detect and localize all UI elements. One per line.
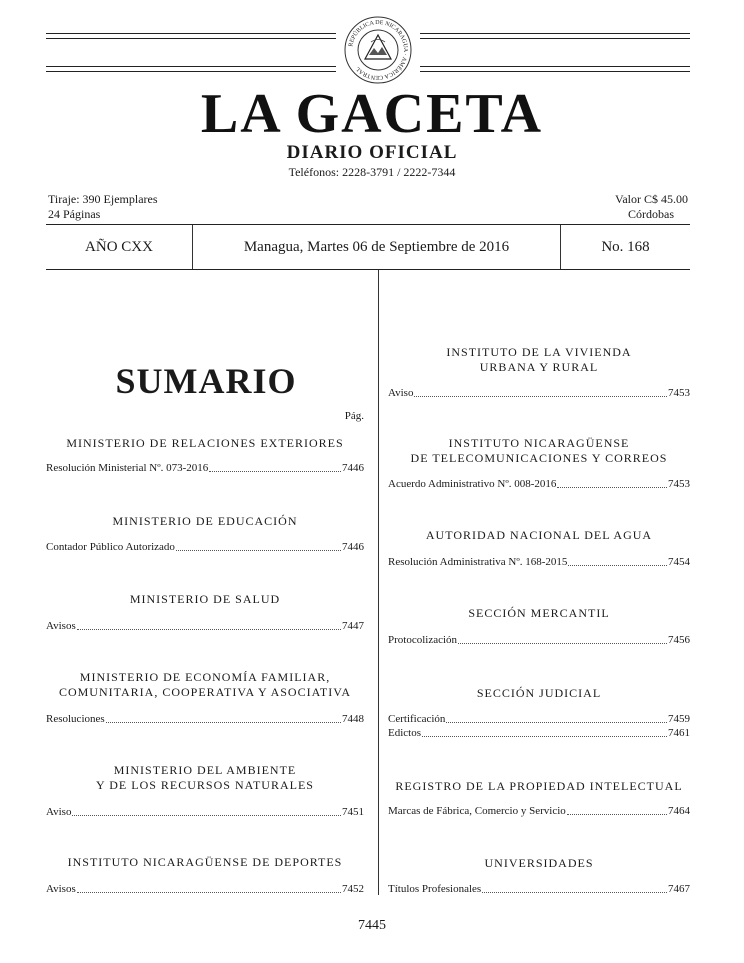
sumario-entry[interactable] — [46, 619, 364, 633]
entry-label: Protocolización — [388, 634, 458, 646]
dot-leader — [77, 882, 341, 893]
section-heading-line: INSTITUTO NICARAGÜENSE — [448, 436, 630, 450]
section-heading-line: URBANA Y RURAL — [479, 360, 599, 374]
year-cell: AÑO CXX — [85, 239, 153, 255]
sumario-entry[interactable] — [388, 477, 690, 491]
pages-count-text: 24 Páginas — [48, 207, 101, 221]
price-info — [560, 192, 688, 222]
top-rule-right-3 — [420, 66, 690, 67]
dot-leader — [209, 461, 341, 472]
column-divider — [378, 270, 379, 895]
issue-number-cell: No. 168 — [601, 239, 650, 255]
sumario-entry[interactable] — [46, 540, 364, 554]
section-heading — [388, 779, 690, 794]
dot-leader — [422, 726, 667, 737]
entry-page-number: 7453 — [668, 478, 690, 490]
sumario-entry[interactable] — [46, 461, 364, 475]
section-heading-line: MINISTERIO DE SALUD — [129, 592, 281, 606]
entry-label: Resolución Administrativa Nº. 168-2015 — [388, 556, 568, 568]
entry-page-number: 7451 — [342, 806, 364, 818]
dot-leader — [414, 386, 667, 397]
sumario-entry[interactable] — [46, 805, 364, 819]
sumario-entry[interactable] — [46, 712, 364, 726]
sumario-entry[interactable] — [388, 712, 690, 726]
section-heading-line: INSTITUTO DE LA VIVIENDA — [446, 345, 632, 359]
section-heading-line: DE TELECOMUNICACIONES Y CORREOS — [410, 451, 668, 465]
dot-leader — [72, 805, 341, 816]
section-heading-line: REGISTRO DE LA PROPIEDAD INTELECTUAL — [395, 779, 683, 793]
price-text: Valor C$ 45.00 — [615, 192, 688, 206]
section-heading — [388, 856, 690, 871]
entry-label: Resoluciones — [46, 713, 105, 725]
nicaragua-seal-icon — [343, 15, 413, 85]
section-heading-line: UNIVERSIDADES — [484, 856, 594, 870]
section-heading-line: INSTITUTO NICARAGÜENSE DE DEPORTES — [67, 855, 343, 869]
dot-leader — [77, 619, 341, 630]
entry-page-number: 7454 — [668, 556, 690, 568]
issue-header-bar — [46, 224, 690, 270]
section-heading — [46, 592, 364, 607]
entry-page-number: 7446 — [342, 462, 364, 474]
section-heading-line: SECCIÓN MERCANTIL — [468, 606, 610, 620]
top-rule-left-3 — [46, 66, 336, 67]
entry-label: Avisos — [46, 883, 76, 895]
dot-leader — [458, 633, 667, 644]
dot-leader — [446, 712, 667, 723]
entry-page-number: 7452 — [342, 883, 364, 895]
circulation-info — [48, 192, 158, 222]
entry-label: Aviso — [388, 387, 414, 399]
entry-page-number: 7447 — [342, 620, 364, 632]
entry-page-number: 7448 — [342, 713, 364, 725]
sumario-title: SUMARIO — [115, 361, 297, 401]
entry-page-number: 7446 — [342, 541, 364, 553]
section-heading — [46, 436, 364, 451]
entry-label: Edictos — [388, 727, 421, 739]
top-rule-right-2 — [420, 38, 690, 39]
entry-label: Resolución Ministerial Nº. 073-2016 — [46, 462, 209, 474]
section-heading — [46, 670, 364, 700]
top-rule-right-1 — [420, 33, 690, 34]
section-heading-line: AUTORIDAD NACIONAL DEL AGUA — [425, 528, 653, 542]
section-heading-line: COMUNITARIA, COOPERATIVA Y ASOCIATIVA — [58, 685, 352, 699]
sumario-entry[interactable] — [388, 726, 690, 740]
top-rule-right-4 — [420, 71, 690, 72]
newspaper-title: LA GACETA — [200, 83, 544, 145]
svg-text:REPÚBLICA DE NICARAGUA · AMÉRI: REPÚBLICA DE NICARAGUA · AMÉRICA CENTRAL — [348, 19, 409, 81]
phone-numbers: Teléfonos: 2228-3791 / 2222-7344 — [288, 165, 456, 179]
sumario-entry[interactable] — [388, 882, 690, 896]
entry-page-number: 7459 — [668, 713, 690, 725]
section-heading — [388, 528, 690, 543]
top-rule-left-1 — [46, 33, 336, 34]
dot-leader — [482, 882, 667, 893]
section-heading-line: MINISTERIO DE ECONOMÍA FAMILIAR, — [79, 670, 331, 684]
section-heading — [46, 855, 364, 870]
page-column-label: Pág. — [344, 410, 364, 422]
sumario-entry[interactable] — [388, 386, 690, 400]
dot-leader — [557, 477, 667, 488]
entry-label: Avisos — [46, 620, 76, 632]
entry-label: Marcas de Fábrica, Comercio y Servicio — [388, 805, 566, 817]
entry-label: Contador Público Autorizado — [46, 541, 175, 553]
entry-label: Certificación — [388, 713, 446, 725]
date-cell: Managua, Martes 06 de Septiembre de 2016 — [243, 239, 510, 255]
currency-text: Córdobas — [628, 207, 674, 221]
entry-label: Acuerdo Administrativo Nº. 008-2016 — [388, 478, 557, 490]
sumario-entry[interactable] — [388, 555, 690, 569]
entry-page-number: 7461 — [668, 727, 690, 739]
section-heading — [388, 686, 690, 701]
sumario-entry[interactable] — [388, 633, 690, 647]
entry-label: Títulos Profesionales — [388, 883, 482, 895]
dot-leader — [568, 555, 667, 566]
dot-leader — [106, 712, 341, 723]
sumario-entry[interactable] — [46, 882, 364, 896]
section-heading-line: MINISTERIO DE EDUCACIÓN — [112, 514, 298, 528]
entry-page-number: 7464 — [668, 805, 690, 817]
entry-page-number: 7467 — [668, 883, 690, 895]
entry-page-number: 7456 — [668, 634, 690, 646]
section-heading-line: SECCIÓN JUDICIAL — [476, 686, 602, 700]
dot-leader — [176, 540, 341, 551]
entry-page-number: 7453 — [668, 387, 690, 399]
section-heading-line: MINISTERIO DEL AMBIENTE — [113, 763, 297, 777]
section-heading — [388, 436, 690, 466]
sumario-entry[interactable] — [388, 804, 690, 818]
section-heading-line: Y DE LOS RECURSOS NATURALES — [96, 778, 314, 792]
section-heading-line: MINISTERIO DE RELACIONES EXTERIORES — [66, 436, 344, 450]
tiraje-text: Tiraje: 390 Ejemplares — [48, 192, 158, 206]
top-rule-left-4 — [46, 71, 336, 72]
page-number: 7445 — [358, 918, 386, 933]
section-heading — [388, 345, 690, 375]
dot-leader — [567, 804, 667, 815]
newspaper-subtitle: DIARIO OFICIAL — [286, 142, 458, 163]
section-heading — [46, 514, 364, 529]
section-heading — [388, 606, 690, 621]
top-rule-left-2 — [46, 38, 336, 39]
section-heading — [46, 763, 364, 793]
entry-label: Aviso — [46, 806, 72, 818]
